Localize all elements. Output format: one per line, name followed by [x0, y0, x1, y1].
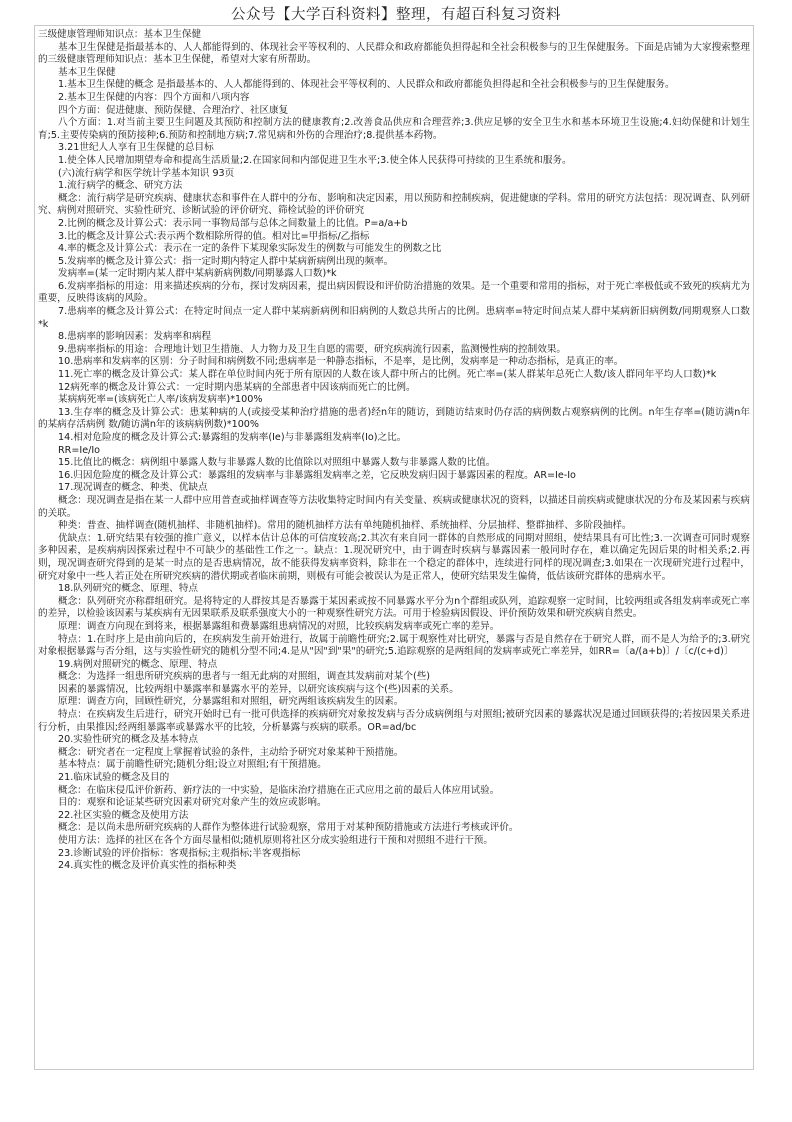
paragraph: 原理：调查方向现在到将来，根据暴露组和费暴露组患病情况的对照，比较疾病发病率或死亡率的差异。: [58, 620, 500, 632]
paragraph: 概念：流行病学是研究疾病、健康状态和事件在人群中的分布、影响和决定因素，用以预防和控制疾病，促进健康的学科。常用的研究方法包括：现况调查、队列研究、病例对照研究、实验性研究、诊断试验的评价研究、筛检试验的评价研究: [38, 192, 750, 217]
paragraph: 17.现况调查的概念、种类、优缺点: [58, 482, 208, 494]
paragraph: 13.生存率的概念及计算公式：患某种病的人(或接受某种治疗措施的患者)经n年的随访，到随访结束时仍存活的病例数占观察病例的比例。n年生存率=(随访满n年的某病存活病例 数/随访满n年的该病病例数)*100%: [38, 406, 750, 431]
paragraph: 6.发病率指标的用途：用来描述疾病的分布，探讨发病因素，提出病因假设和评价防治措施的效果。是一个重要和常用的指标，对于死亡率极低或不致死的疾病尤为重要，反映得该病的风险。: [38, 280, 750, 305]
paragraph: 24.真实性的概念及评价真实性的指标种类: [58, 860, 237, 872]
paragraph: 16.归因危险度的概念及计算公式：暴露组的发病率与非暴露组发病率之差，它反映发病归因于暴露因素的程度。AR=Ie-Io: [58, 469, 576, 481]
document-body: [35, 26, 753, 873]
paragraph: 优缺点：1.研究结果有较强的推广意义，以样本估计总体的可信度较高;2.其次有来自同一群体的自然形成的同期对照组，使结果具有可比性;3.一次调查可同时观察多种因素，是疾病病因探索过程中不可缺少的基础性工作之一。缺点：1.现况研究中，由于调查时疾病与暴露因素一般同时存在，难以确定先因后果的时相关系;2.再则，现况调查研究得到的是某一时点的是否患病情况，故不能获得发病率资料，除非在一个稳定的群体中，连续进行同样的现况调查;3.如果在一次现研究进行过程中，研究对象中一些人若正处在所研究疾病的潜伏期或者临床前期，则极有可能会被误认为是正常人，使研究结果发生偏倚，低估该研究群体的患病水平。: [38, 532, 750, 582]
paragraph: 目的：观察和论证某些研究因素对研究对象产生的效应或影响。: [58, 797, 327, 809]
paragraph: 11.死亡率的概念及计算公式：某人群在单位时间内死于所有原因的人数在该人群中所占的比例。死亡率=(某人群某年总死亡人数/该人群同年平均人口数)*k: [58, 369, 717, 381]
paragraph: 特点：在疾病发生后进行，研究开始时已有一批可供选择的疾病研究对象按发病与否分成病例组与对照组;被研究因素的暴露状况是通过回顾获得的;若按因果关系进行分析，由果推因;经两组暴露率或暴露水平的比较，分析暴露与疾病的联系。OR=ad/bc: [38, 709, 750, 733]
paragraph: 发病率=(某一定时期内某人群中某病新病例数/同期暴露人口数)*k: [58, 268, 337, 280]
paragraph: 3.21世纪人人享有卫生保健的总目标: [58, 142, 214, 154]
paragraph: 20.实验性研究的概念及基本特点: [58, 734, 198, 746]
paragraph: 1.流行病学的概念、研究方法: [58, 180, 183, 192]
paragraph: (六)流行病学和医学统计学基本知识 93页: [58, 167, 235, 179]
paragraph: 3.比的概念及计算公式:表示两个数相除所得的值。相对比=甲指标/乙指标: [58, 230, 370, 242]
paragraph: 某病病死率=(该病死亡人率/该病发病率)*100%: [58, 394, 263, 406]
paragraph: 种类：普查、抽样调查(随机抽样、非随机抽样)。常用的随机抽样方法有单纯随机抽样、系统抽样、分层抽样、整群抽样、多阶段抽样。: [58, 520, 632, 532]
paragraph: 四个方面：促进健康、预防保健、合理治疗、社区康复: [58, 104, 289, 116]
paragraph: 10.患病率和发病率的区别：分子时间和病例数不同;患病率是一种静态指标，不是率，是比例，发病率是一种动态指标，是真正的率。: [58, 356, 624, 368]
paragraph: 特点：1.在时序上是由前向后的，在疾病发生前开始进行，故属于前瞻性研究;2.属于观察性对比研究，暴露与否是自然存在于研究人群，而不是人为给予的;3.研究对象根据暴露与否分组，这与实验性研究的随机分型不同;4.是从"因"到"果"的研究;5.追踪观察的是两组间的发病率或死亡率差异，如RR=〔a/(a+b)〕/〔c/(c+d)〕: [38, 633, 750, 658]
paragraph: 7.患病率的概念及计算公式：在特定时间点一定人群中某病新病例和旧病例的人数总共所占的比例。患病率=特定时间点某人群中某病新旧病例数/同期观察人口数*k: [38, 306, 750, 330]
paragraph: 概念：是以尚未患所研究疾病的人群作为整体进行试验观察，常用于对某种预防措施或方法进行考核或评价。: [58, 822, 519, 834]
paragraph: 1.使全体人民增加期望寿命和提高生活质量;2.在国家间和内部促进卫生水平;3.使全体人民获得可持续的卫生系统和服务。: [58, 154, 572, 166]
paragraph: 三级健康管理师知识点：基本卫生保健: [38, 29, 202, 40]
document-frame: [34, 25, 754, 1070]
paragraph: 14.相对危险度的概念及计算公式:暴露组的发病率(Ie)与非暴露组发病率(Io)之比。: [58, 432, 407, 443]
paragraph: 4.率的概念及计算公式：表示在一定的条件下某现象实际发生的例数与可能发生的例数之比: [58, 243, 442, 255]
paragraph: 八个方面：1.对当前主要卫生问题及其预防和控制方法的健康教育;2.改善食品供应和合理营养;3.供应足够的安全卫生水和基本环境卫生设施;4.妇幼保健和计划生育;5.主要传染病的预防接种;6.预防和控制地方病;7.常见病和外伤的合理治疗;8.提供基本药物。: [38, 117, 750, 141]
paragraph: 1.基本卫生保健的概念 是指最基本的、人人都能得到的、体现社会平等权利的、人民群众和政府都能负担得起和全社会积极参与的卫生保健服务。: [58, 79, 675, 91]
page-header: 公众号【大学百科资料】整理，有超百科复习资料: [231, 7, 561, 23]
paragraph: 15.比值比的概念：病例组中暴露人数与非暴露人数的比值除以对照组中暴露人数与非暴露人数的比值。: [58, 457, 496, 469]
paragraph: 原理：调查方向，回顾性研究，分暴露组和对照组，研究两组该疾病发生的因素。: [58, 696, 404, 708]
paragraph: 23.诊断试验的评价指标：客观指标;主观指标;半客观指标: [58, 847, 301, 859]
paragraph: 概念：现况调查是指在某一人群中应用普查或抽样调查等方法收集特定时间内有关变量、疾病或健康状况的资料，以描述目前疾病或健康状况的分布及某因素与疾病的关联。: [38, 494, 750, 519]
paragraph: 基本卫生保健: [58, 66, 116, 78]
paragraph: 2.基本卫生保健的内容：四个方面和八项内容: [58, 91, 250, 103]
paragraph: 19.病例对照研究的概念、原理、特点: [58, 658, 218, 670]
paragraph: 2.比例的概念及计算公式：表示同一事物局部与总体之间数量上的比值。P=a/a+b: [58, 217, 408, 229]
paragraph: 概念：在临床侵瓜评价新药、新疗法的一中实验，是临床治疗措施在正式应用之前的最后人体应用试验。: [58, 784, 500, 796]
paragraph: 12病死率的概念及计算公式：一定时期内患某病的全部患者中因该病而死亡的比例。: [58, 381, 416, 393]
paragraph: 8.患病率的影响因素：发病率和病程: [58, 331, 212, 343]
paragraph: 概念：队列研究亦称群组研究。是将特定的人群按其是否暴露于某因素或按不同暴露水平分为n个群组或队列，追踪观察一定时间，比较两组或各组发病率或死亡率的差异，以检验该因素与某疾病有无因果联系及联系强度大小的一种观察性研究方法。可用于检验病因假设、评价预防效果和研究疾病自然史。: [38, 595, 750, 620]
paragraph: 基本特点：属于前瞻性研究;随机分组;设立对照组;有干预措施。: [58, 759, 327, 771]
paragraph: 21.临床试验的概念及目的: [58, 772, 170, 784]
paragraph: RR=Ie/Io: [58, 444, 101, 456]
paragraph: 基本卫生保健是指最基本的、人人都能得到的、体现社会平等权利的、人民群众和政府都能负担得起和全社会积极参与的卫生保健服务。下面是店铺为大家搜索整理的三级健康管理师知识点：基本卫生保健，希望对大家有所帮助。: [38, 41, 750, 66]
paragraph: 概念：研究者在一定程度上掌握着试验的条件，主动给予研究对象某种干预措施。: [58, 746, 404, 758]
paragraph: 22.社区实验的概念及使用方法: [58, 809, 189, 821]
paragraph: 9.患病率指标的用途：合理地计划卫生措施、人力物力及卫生自愿的需要，研究疾病流行因素，监测慢性病的控制效果。: [58, 343, 567, 355]
paragraph: 因素的暴露情况，比较两组中暴露率和暴露水平的差异，以研究该疾病与这个(些)因素的关系。: [58, 683, 459, 695]
paragraph: 概念：为选择一组患所研究疾病的患者与一组无此病的对照组，调查其发病前对某个(些): [58, 671, 431, 683]
paragraph: 使用方法：选择的社区在各个方面尽量相似;随机原则将社区分成实验组进行干预和对照组不进行干预。: [58, 835, 493, 846]
paragraph: 5.发病率的概念及计算公式：指一定时期内特定人群中某病新病例出现的频率。: [58, 255, 394, 267]
paragraph: 18.队列研究的概念、原理、特点: [58, 583, 198, 595]
